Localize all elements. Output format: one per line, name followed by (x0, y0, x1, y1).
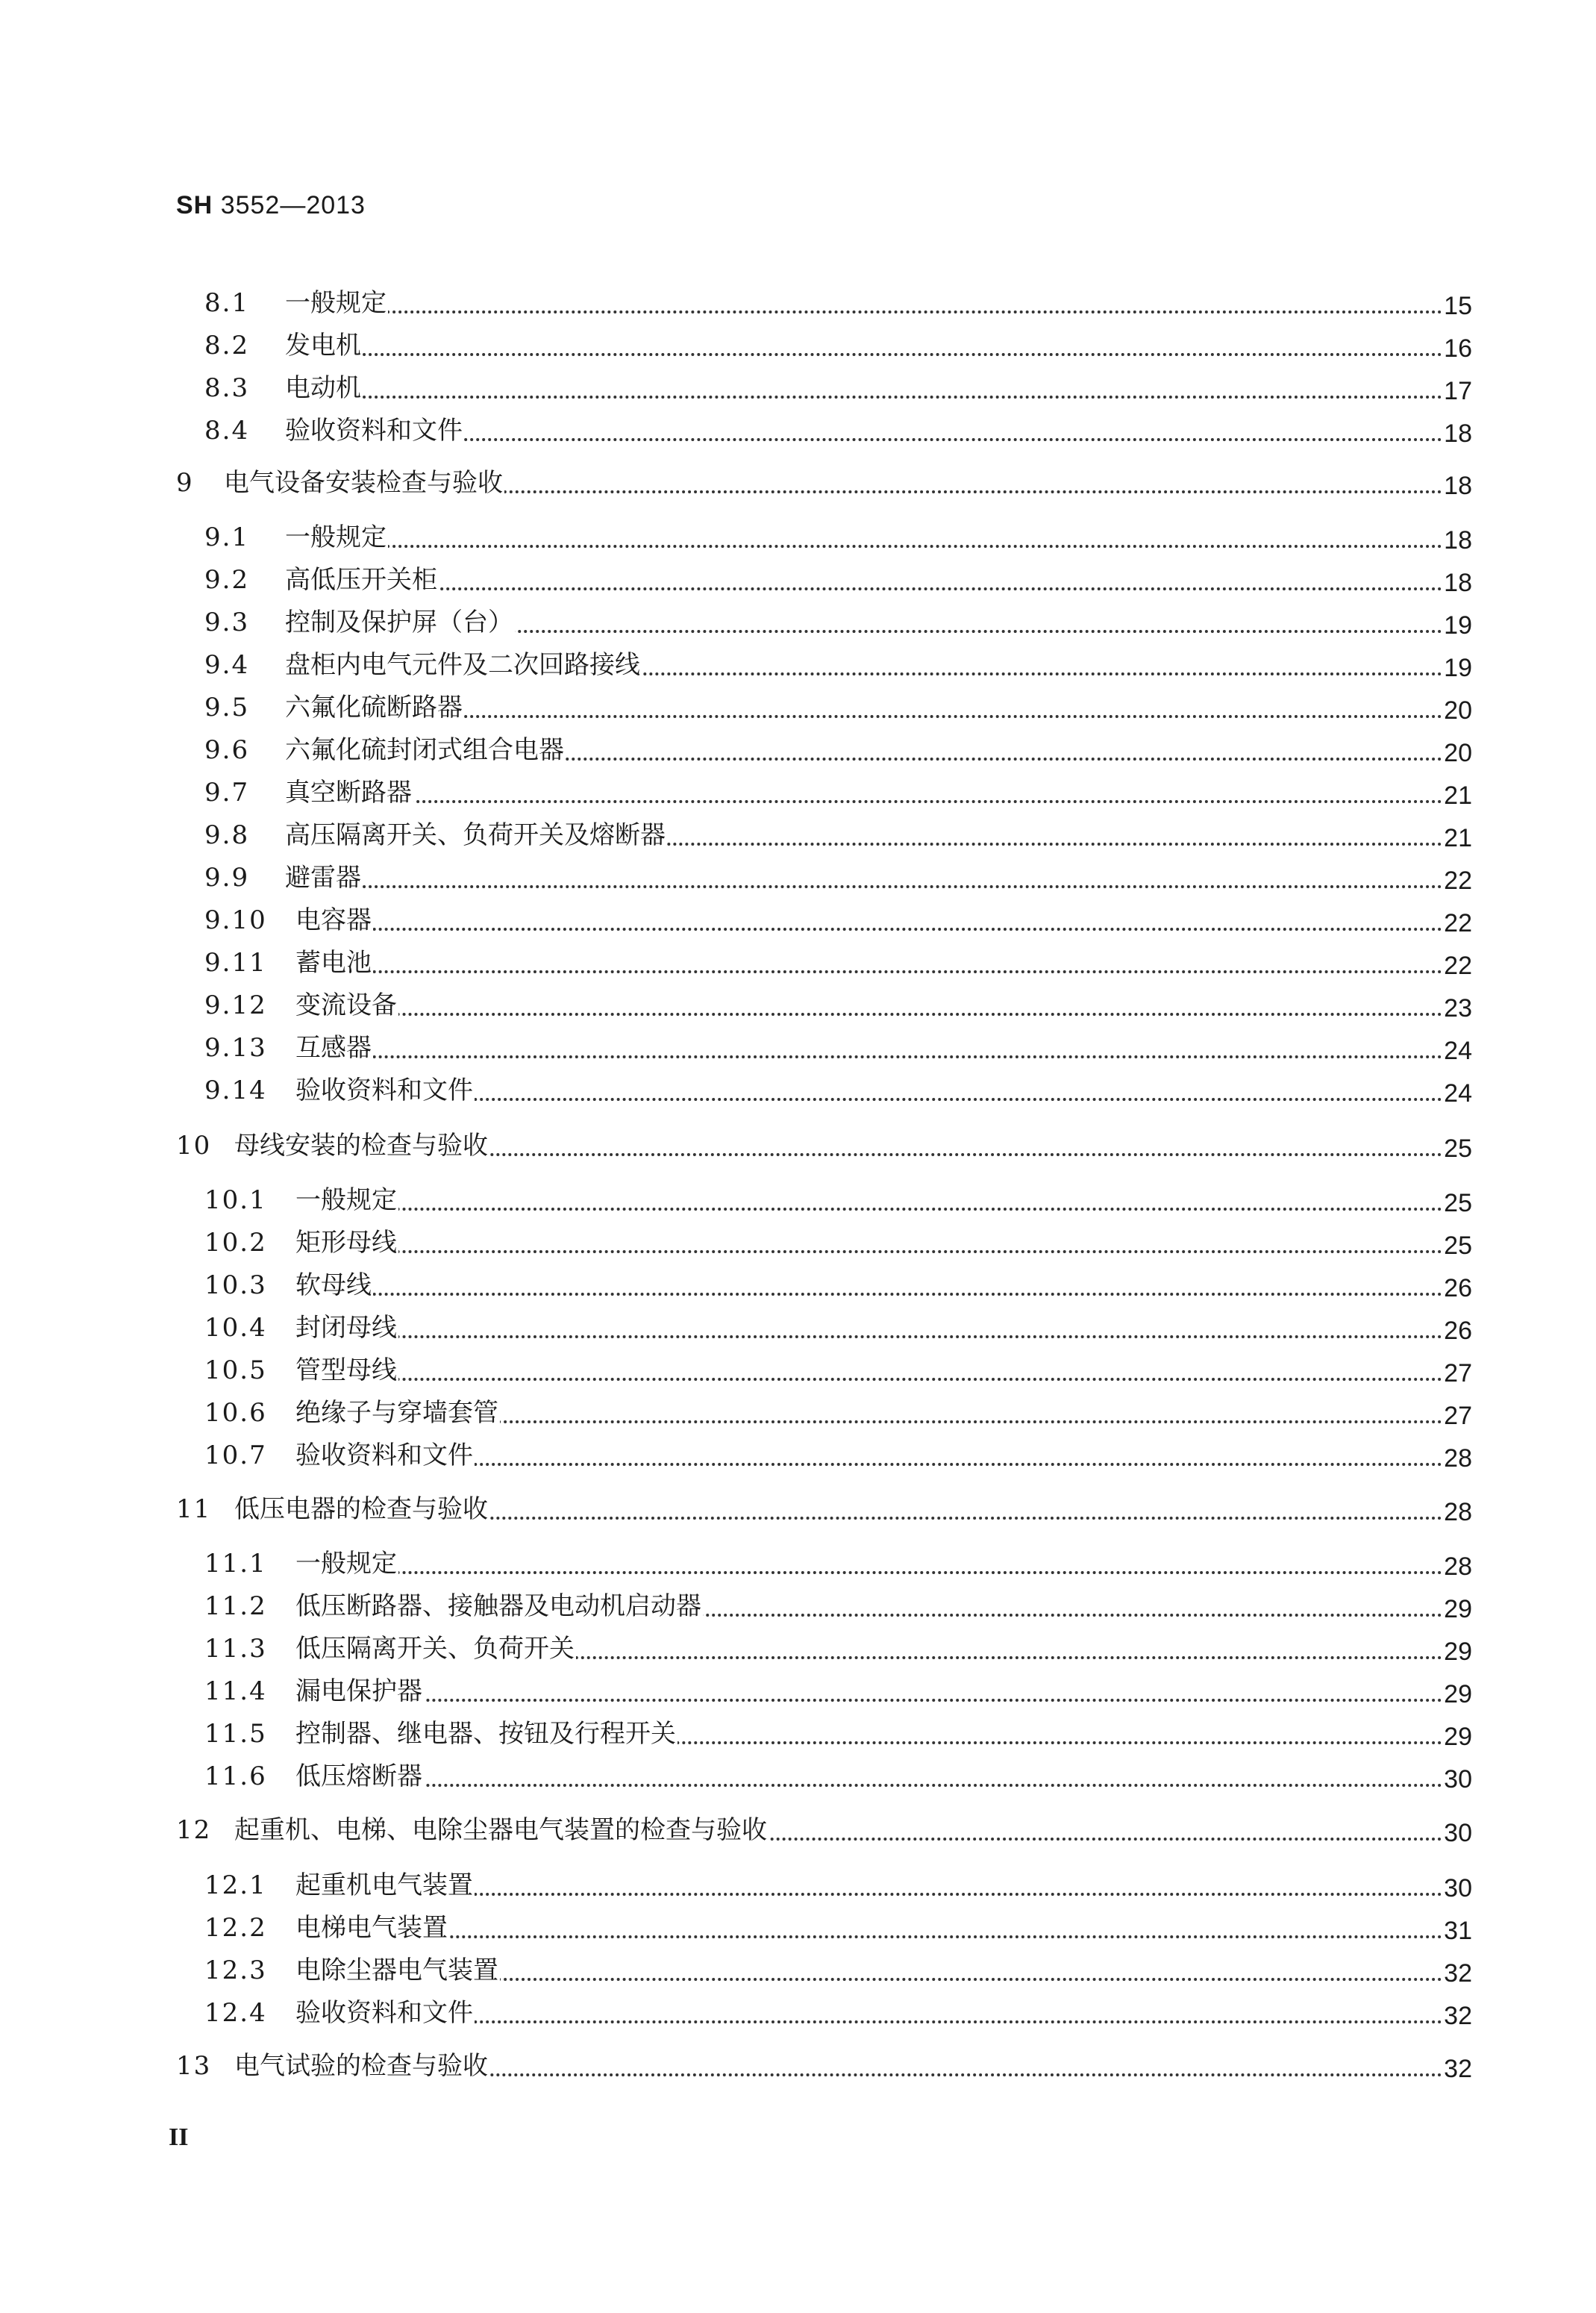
toc-entry-title: 绝缘子与穿墙套管 (295, 1398, 498, 1428)
toc-entry-page: 24 (1444, 1037, 1472, 1065)
toc-entry-number: 9.6 (204, 735, 250, 765)
toc-section[interactable] (0, 646, 1596, 683)
toc-entry-title: 控制器、继电器、按钮及行程开关 (295, 1719, 676, 1749)
toc-entry-title: 电梯电气装置 (295, 1913, 448, 1943)
toc-section[interactable] (0, 1757, 1596, 1794)
toc-entry-page: 29 (1444, 1638, 1472, 1666)
toc-entry-number: 9.12 (204, 990, 267, 1020)
toc-entry-number: 12 (176, 1815, 212, 1845)
toc-entry-page: 30 (1444, 1874, 1472, 1902)
toc-entry-number: 9.11 (204, 948, 267, 978)
toc-entry-page: 25 (1444, 1232, 1472, 1260)
toc-section[interactable] (0, 561, 1596, 598)
toc-entry-page: 25 (1444, 1189, 1472, 1217)
toc-section[interactable] (0, 1436, 1596, 1473)
toc-leader-dots (285, 587, 1442, 590)
toc-leader-dots (295, 1571, 1442, 1574)
toc-entry-title: 电动机 (285, 373, 361, 403)
toc-entry-number: 10 (176, 1131, 212, 1161)
toc-entry-page: 22 (1444, 867, 1472, 895)
toc-entry-page: 26 (1444, 1317, 1472, 1345)
toc-entry-title: 起重机、电梯、电除尘器电气装置的检查与验收 (234, 1815, 767, 1845)
toc-leader-dots (295, 928, 1442, 931)
toc-entry-number: 9.3 (204, 608, 250, 637)
toc-entry-number: 11.6 (204, 1761, 267, 1791)
toc-entry-page: 18 (1444, 472, 1472, 500)
toc-section[interactable] (0, 1908, 1596, 1946)
toc-entry-title: 互感器 (295, 1033, 372, 1063)
toc-leader-dots (295, 970, 1442, 973)
toc-leader-dots (295, 1293, 1442, 1296)
toc-entry-title: 一般规定 (285, 288, 387, 318)
toc-entry-page: 32 (1444, 2055, 1472, 2083)
toc-entry-number: 8.3 (204, 373, 250, 403)
toc-leader-dots (295, 1699, 1442, 1702)
toc-entry-title: 真空断路器 (285, 778, 412, 808)
toc-entry-number: 8.2 (204, 331, 250, 360)
toc-entry-title: 电除尘器电气装置 (295, 1955, 498, 1985)
toc-entry-title: 低压熔断器 (295, 1761, 422, 1791)
toc-entry-page: 19 (1444, 654, 1472, 682)
toc-section[interactable] (0, 1308, 1596, 1346)
toc-leader-dots (285, 885, 1442, 888)
toc-entry-number: 9.5 (204, 693, 250, 722)
toc-entry-number: 13 (176, 2051, 212, 2081)
toc-entry-page: 18 (1444, 569, 1472, 597)
toc-section[interactable] (0, 1672, 1596, 1709)
toc-entry-page: 22 (1444, 952, 1472, 980)
toc-chapter[interactable] (0, 1811, 1596, 1848)
toc-chapter[interactable] (0, 2047, 1596, 2084)
toc-entry-title: 控制及保护屏（台） (285, 608, 513, 637)
toc-section[interactable] (0, 986, 1596, 1023)
toc-entry-title: 母线安装的检查与验收 (234, 1131, 488, 1161)
toc-entry-number: 9.14 (204, 1076, 267, 1105)
toc-entry-number: 10.3 (204, 1270, 267, 1300)
toc-entry-page: 26 (1444, 1274, 1472, 1302)
toc-entry-title: 软母线 (295, 1270, 372, 1300)
toc-section[interactable] (0, 369, 1596, 406)
toc-entry-title: 验收资料和文件 (295, 1076, 473, 1105)
toc-entry-number: 9 (176, 468, 194, 498)
toc-entry-title: 验收资料和文件 (285, 416, 463, 446)
toc-entry-number: 10.1 (204, 1185, 267, 1215)
toc-entry-page: 27 (1444, 1359, 1472, 1388)
toc-section[interactable] (0, 901, 1596, 938)
toc-entry-page: 32 (1444, 2002, 1472, 2030)
toc-leader-dots (295, 1208, 1442, 1211)
toc-entry-number: 9.4 (204, 650, 250, 680)
toc-entry-page: 28 (1444, 1444, 1472, 1473)
toc-entry-title: 一般规定 (295, 1185, 397, 1215)
toc-leader-dots (295, 1055, 1442, 1058)
toc-entry-number: 8.4 (204, 416, 250, 446)
toc-entry-number: 12.2 (204, 1913, 267, 1943)
toc-section[interactable] (0, 1223, 1596, 1261)
toc-entry-page: 20 (1444, 696, 1472, 725)
toc-section[interactable] (0, 1994, 1596, 2031)
toc-entry-page: 28 (1444, 1552, 1472, 1581)
toc-section[interactable] (0, 1266, 1596, 1303)
document-header (176, 191, 366, 220)
standard-number: 3552—2013 (220, 191, 366, 219)
toc-section[interactable] (0, 1028, 1596, 1066)
toc-entry-page: 20 (1444, 739, 1472, 767)
toc-leader-dots (295, 1335, 1442, 1338)
toc-entry-page: 29 (1444, 1595, 1472, 1623)
toc-entry-page: 21 (1444, 781, 1472, 810)
toc-chapter[interactable] (0, 463, 1596, 501)
toc-entry-title: 电气设备安装检查与验收 (224, 468, 503, 498)
toc-entry-title: 电气试验的检查与验收 (234, 2051, 488, 2081)
toc-entry-page: 21 (1444, 824, 1472, 852)
toc-entry-title: 低压隔离开关、负荷开关 (295, 1634, 575, 1664)
toc-leader-dots (285, 310, 1442, 313)
toc-section[interactable] (0, 816, 1596, 853)
toc-entry-page: 31 (1444, 1917, 1472, 1945)
toc-entry-number: 10.4 (204, 1313, 267, 1343)
toc-entry-title: 验收资料和文件 (295, 1998, 473, 2028)
toc-entry-number: 10.6 (204, 1398, 267, 1428)
toc-entry-number: 12.3 (204, 1955, 267, 1985)
toc-entry-page: 22 (1444, 909, 1472, 937)
toc-entry-page: 32 (1444, 1959, 1472, 1988)
toc-entry-title: 发电机 (285, 331, 361, 360)
toc-entry-page: 17 (1444, 377, 1472, 405)
standard-code: SH (176, 191, 213, 219)
toc-section[interactable] (0, 518, 1596, 555)
toc-entry-number: 9.7 (204, 778, 250, 808)
toc-chapter[interactable] (0, 1126, 1596, 1164)
toc-leader-dots (285, 396, 1442, 399)
toc-entry-title: 漏电保护器 (295, 1676, 422, 1706)
toc-section[interactable] (0, 1629, 1596, 1667)
toc-entry-number: 11.2 (204, 1591, 267, 1621)
toc-entry-number: 9.13 (204, 1033, 267, 1063)
toc-entry-page: 25 (1444, 1134, 1472, 1163)
toc-section[interactable] (0, 943, 1596, 981)
toc-entry-title: 高低压开关柜 (285, 565, 437, 595)
toc-entry-page: 15 (1444, 292, 1472, 320)
toc-section[interactable] (0, 603, 1596, 640)
toc-section[interactable] (0, 1393, 1596, 1431)
toc-leader-dots (285, 545, 1442, 548)
toc-entry-number: 9.2 (204, 565, 250, 595)
toc-entry-title: 盘柜内电气元件及二次回路接线 (285, 650, 640, 680)
toc-leader-dots (295, 1378, 1442, 1381)
toc-entry-number: 12.4 (204, 1998, 267, 2028)
toc-section[interactable] (0, 773, 1596, 811)
toc-entry-number: 10.2 (204, 1228, 267, 1258)
toc-entry-title: 高压隔离开关、负荷开关及熔断器 (285, 820, 666, 850)
toc-entry-title: 电容器 (295, 905, 372, 935)
toc-entry-number: 9.8 (204, 820, 250, 850)
toc-entry-title: 一般规定 (285, 522, 387, 552)
toc-entry-title: 管型母线 (295, 1355, 397, 1385)
toc-entry-title: 六氟化硫封闭式组合电器 (285, 735, 564, 765)
toc-entry-page: 18 (1444, 419, 1472, 448)
toc-entry-number: 11.4 (204, 1676, 267, 1706)
toc-section[interactable] (0, 1951, 1596, 1988)
toc-leader-dots (295, 1250, 1442, 1253)
toc-entry-title: 避雷器 (285, 863, 361, 893)
toc-section[interactable] (0, 1181, 1596, 1218)
toc-entry-number: 11.3 (204, 1634, 267, 1664)
toc-section[interactable] (0, 284, 1596, 321)
toc-section[interactable] (0, 326, 1596, 363)
toc-entry-title: 一般规定 (295, 1549, 397, 1579)
toc-entry-title: 封闭母线 (295, 1313, 397, 1343)
toc-entry-title: 矩形母线 (295, 1228, 397, 1258)
toc-leader-dots (295, 1784, 1442, 1787)
toc-entry-number: 11.5 (204, 1719, 267, 1749)
toc-leader-dots (295, 1935, 1442, 1938)
toc-section[interactable] (0, 1714, 1596, 1752)
toc-leader-dots (285, 353, 1442, 356)
toc-entry-title: 变流设备 (295, 990, 397, 1020)
toc-entry-page: 29 (1444, 1680, 1472, 1708)
toc-entry-number: 8.1 (204, 288, 250, 318)
toc-entry-page: 30 (1444, 1765, 1472, 1794)
toc-chapter[interactable] (0, 1490, 1596, 1527)
toc-entry-page: 23 (1444, 994, 1472, 1023)
toc-section[interactable] (0, 411, 1596, 449)
toc-leader-dots (295, 1013, 1442, 1016)
toc-entry-page: 18 (1444, 526, 1472, 555)
toc-section[interactable] (0, 1071, 1596, 1108)
toc-section[interactable] (0, 1351, 1596, 1388)
toc-leader-dots (285, 800, 1442, 803)
toc-entry-title: 蓄电池 (295, 948, 372, 978)
toc-entry-number: 10.5 (204, 1355, 267, 1385)
toc-entry-page: 28 (1444, 1498, 1472, 1526)
toc-entry-page: 27 (1444, 1402, 1472, 1430)
toc-section[interactable] (0, 1587, 1596, 1624)
toc-entry-page: 24 (1444, 1079, 1472, 1108)
toc-entry-number: 11.1 (204, 1549, 267, 1579)
toc-entry-title: 低压断路器、接触器及电动机启动器 (295, 1591, 701, 1621)
toc-entry-title: 低压电器的检查与验收 (234, 1494, 488, 1524)
toc-entry-title: 六氟化硫断路器 (285, 693, 463, 722)
toc-entry-number: 9.1 (204, 522, 250, 552)
toc-entry-page: 16 (1444, 334, 1472, 363)
toc-entry-number: 11 (176, 1494, 212, 1524)
toc-entry-number: 9.9 (204, 863, 250, 893)
page-number: II (169, 2123, 189, 2151)
toc-entry-title: 起重机电气装置 (295, 1870, 473, 1900)
toc-entry-page: 29 (1444, 1723, 1472, 1751)
toc-entry-page: 30 (1444, 1819, 1472, 1847)
toc-section[interactable] (0, 858, 1596, 896)
toc-section[interactable] (0, 688, 1596, 725)
toc-entry-title: 验收资料和文件 (295, 1440, 473, 1470)
toc-section[interactable] (0, 1544, 1596, 1582)
toc-entry-number: 10.7 (204, 1440, 267, 1470)
toc-entry-number: 9.10 (204, 905, 267, 935)
toc-section[interactable] (0, 731, 1596, 768)
toc-section[interactable] (0, 1866, 1596, 1903)
toc-entry-page: 19 (1444, 611, 1472, 640)
toc-entry-number: 12.1 (204, 1870, 267, 1900)
